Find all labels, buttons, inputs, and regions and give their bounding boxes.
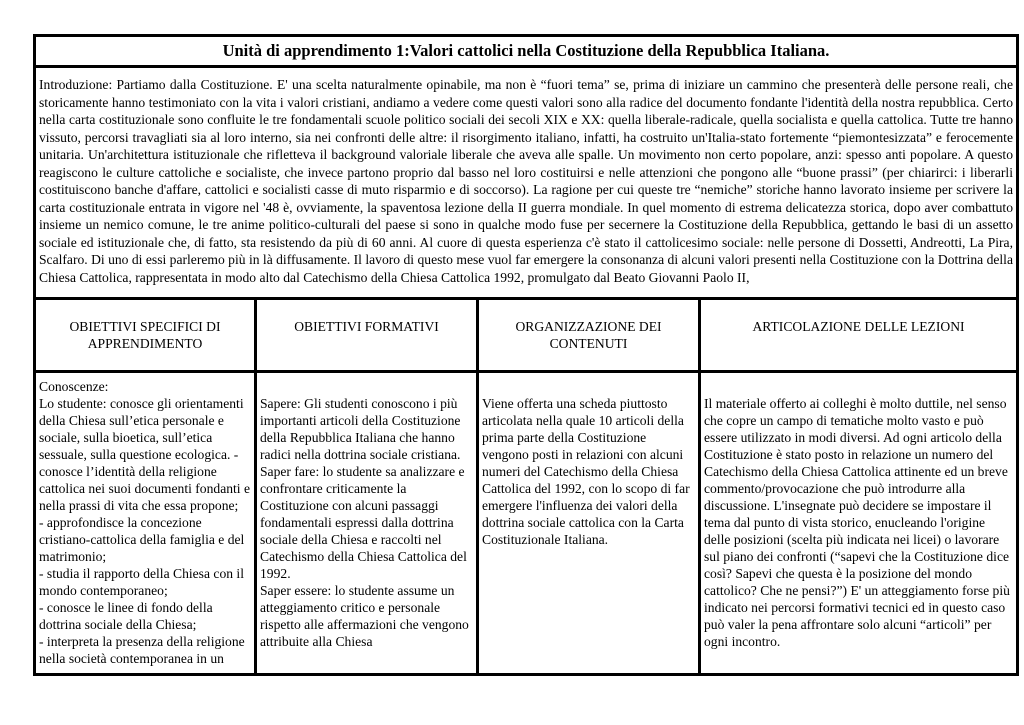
list-item: - approfondisce la concezione cristiano-cattolica della famiglia e del matrimonio; — [39, 515, 245, 564]
column-body — [257, 373, 476, 673]
list-item: Saper fare: lo studente sa analizzare e confrontare criticamente la Costituzione con alcuni passaggi fondamentali espressi dalla dottrina sociale della Chiesa e raccolti nel Catechismo della Chiesa Cattolica del 1992. — [260, 464, 467, 581]
list-item: Sapere: Gli studenti conoscono i più importanti articoli della Costituzione della Repubblica Italiana che hanno radici nella dottrina sociale cristiana. — [260, 396, 461, 462]
column-content-organization — [479, 300, 701, 673]
column-body — [36, 373, 254, 673]
column-header: OBIETTIVI SPECIFICI DI APPRENDIMENTO — [36, 300, 254, 373]
knowledge-label: Conoscenze: — [39, 379, 109, 394]
list-item: Saper essere: lo studente assume un atteggiamento critico e personale rispetto alle affermazioni che vengono attribuite alla Chiesa — [260, 583, 469, 649]
list-item: - conosce le linee di fondo della dottrina sociale della Chiesa; — [39, 600, 213, 632]
content-text: Viene offerta una scheda piuttosto articolata nella quale 10 articoli della prima parte della Costituzione vengono posti in relazioni con alcuni numeri del Catechismo della Chiesa Cattolica del 1992, con lo scopo di far emergere l'influenza dei valori della dottrina sociale cattolica con la Carta Costituzionale Italiana. — [482, 396, 690, 547]
document-table — [33, 34, 1019, 676]
list-item: Lo studente: conosce gli orientamenti della Chiesa sull’etica personale e sociale, sulla bioetica, sull’etica sessuale, sulla questione ecologica. - conosce l’identità della religione cattolica nei suoi documenti fondanti e nella prassi di vita che essa propone; — [39, 396, 251, 513]
objectives-grid — [36, 300, 1016, 673]
column-header: OBIETTIVI FORMATIVI — [257, 300, 476, 373]
introduction-paragraph: Introduzione: Partiamo dalla Costituzione. E' una scelta naturalmente opinabile, ma non è “fuori tema” se, prima di iniziare un cammino che presenterà delle persone reali, che storicamente hanno testimoniato con la vita i valori cristiani, andiamo a vedere come questi valori sono alla radice del documento fondante l'identità della nostra repubblica. Certo nella carta costituzionale sono confluite le tre fondamentali scuole politico sociali dei secoli XIX e XX: quella liberale-radicale, quella socialista e quella cattolica. Tutte tre hanno vissuto, percorsi travagliati sia al loro interno, sia nei confronti delle altre: il risorgimento italiano, infatti, ha costruito un'Italia-stato fortemente “piemontesizzata” e ferocemente unitaria. Un'architettura istituzionale che rifletteva il background valoriale liberale che aveva alle spalle. Un movimento non certo popolare, anzi: spesso anti popolare. A questo reagiscono le culture cattoliche e socialiste, che invece partono proprio dal basso nel loro costituirsi e nelle attenzioni che pongono alle “buone prassi” (per chiarirci: i liberarli costituiscono banche d'affare, cattolici e socialisti casse di muto risparmio e di soccorso). La ragione per cui queste tre “nemiche” storiche hanno lavorato insieme per scrivere la carta costituzionale entrata in vigore nel '48 è, ovviamente, la spaventosa lezione della II guerra mondiale. In quel momento di estrema delicatezza storica, dopo aver combattuto insieme un nemico comune, le tre anime politico-culturali del paese si sono in qualche modo fuse per secernere la Costituzione della Repubblica, gettando le basi di un assetto sociale ed istituzionale che, di fatto, sta resistendo da più di 60 anni. Al cuore di questa esperienza c'è stato il cattolicesimo sociale: nelle persone di Dossetti, Andreotti, La Pira, Scalfaro. Di uno di essi parleremo più in là diffusamente. Il lavoro di questo mese vuol far emergere la consonanza di alcuni valori presenti nella Costituzione con la Dottrina della Chiesa Cattolica, rappresentata in modo alto dal Catechismo della Chiesa Cattolica 1992, promulgato dal Beato Giovanni Paolo II, — [36, 68, 1016, 300]
column-formative-objectives — [257, 300, 479, 673]
column-body — [701, 373, 1016, 673]
content-text: Il materiale offerto ai colleghi è molto duttile, nel senso che copre un campo di tematiche molto vasto e può essere utilizzato in modi diversi. Ad ogni articolo della Costituzione è stato posto in relazione un numero del Catechismo della Chiesa Cattolica attinente ed un breve commento/provocazione che può introdurre alla discussione. L'insegnate può decidere se impostare il tema dal punto di vista storico, enucleando l'origine delle posizioni (scelta più indicata nei licei) o lavorare sul piano dei confronti (“sapevi che la Costituzione dice così? Sapevi che questa è la posizione del mondo cattolico? Che ne pensi?”) E' un atteggiamento forse più indicato nei percorsi formativi tecnici ed in questo caso può valer la pena affrontare solo alcuni “articoli” per ogni incontro. — [704, 396, 1010, 649]
column-body — [479, 373, 698, 673]
column-header: ARTICOLAZIONE DELLE LEZIONI — [701, 300, 1016, 373]
column-specific-objectives — [36, 300, 257, 673]
column-header: ORGANIZZAZIONE DEI CONTENUTI — [479, 300, 698, 373]
column-lesson-structure — [701, 300, 1016, 673]
list-item: - studia il rapporto della Chiesa con il mondo contemporaneo; — [39, 566, 244, 598]
list-item: - interpreta la presenza della religione nella società contemporanea in un — [39, 634, 245, 666]
document-title: Unità di apprendimento 1:Valori cattolici nella Costituzione della Repubblica Italiana. — [36, 37, 1016, 68]
